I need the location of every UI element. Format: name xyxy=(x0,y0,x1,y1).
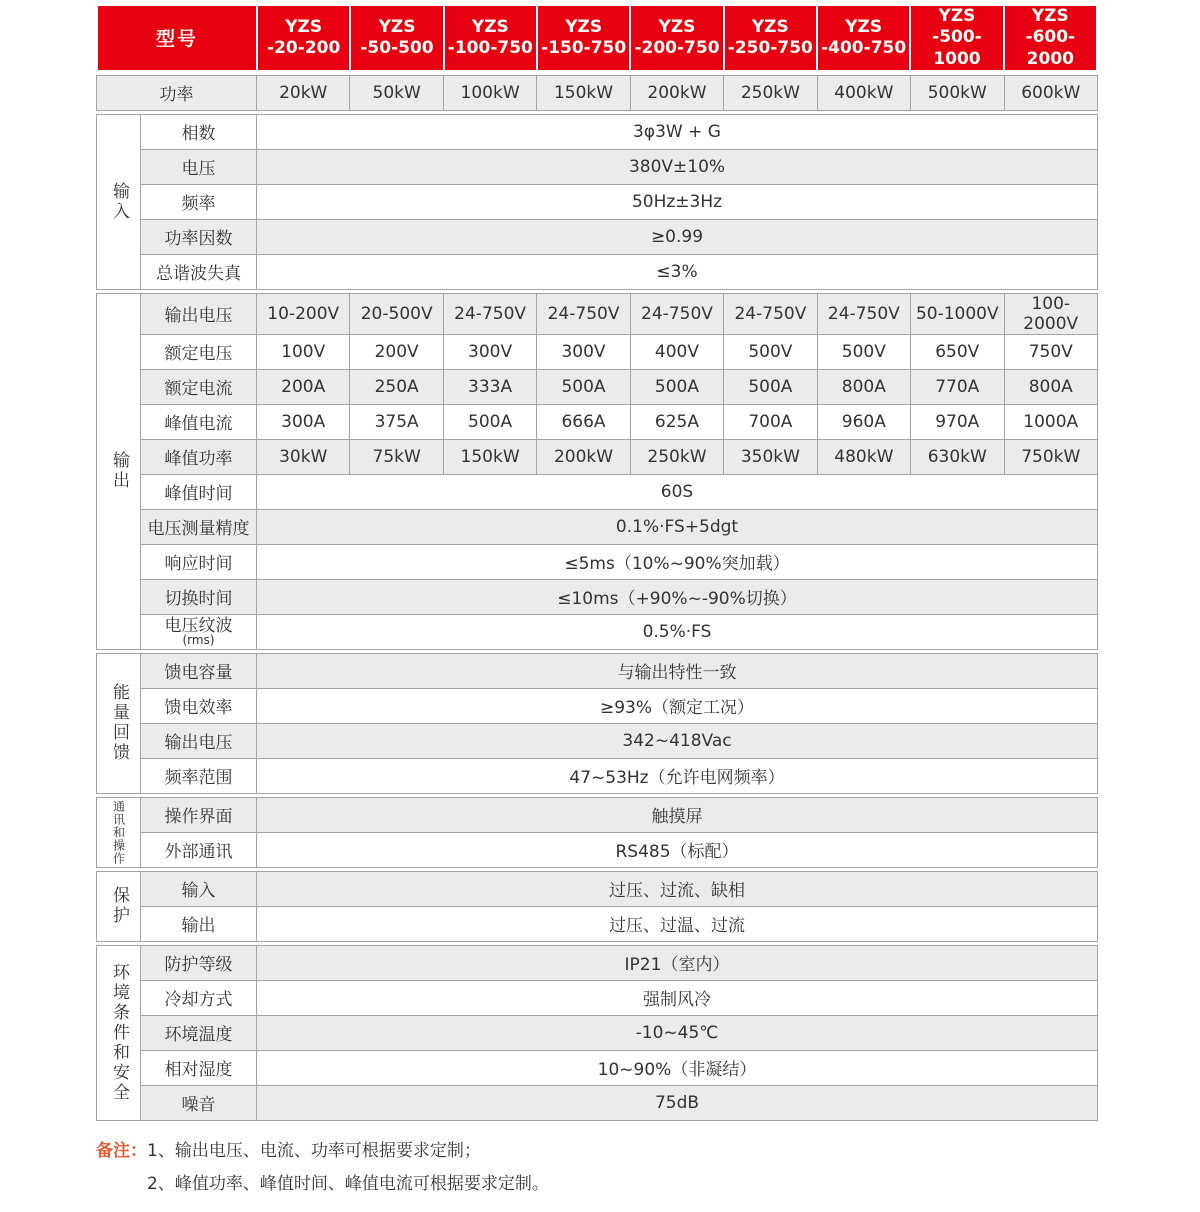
span-value-cell: 过压、过流、缺相 xyxy=(257,871,1098,906)
span-value-cell: 触摸屏 xyxy=(257,797,1098,832)
value-cell: 630kW xyxy=(911,439,1004,474)
row-label-cell: 相对湿度 xyxy=(141,1050,257,1085)
row-label-cell: 电压 xyxy=(141,149,257,184)
span-value-cell: 10~90%（非凝结） xyxy=(257,1050,1098,1085)
group-label: 输入 xyxy=(109,181,129,222)
value-cell: 100V xyxy=(257,334,350,369)
value-cell: 150kW xyxy=(537,75,630,110)
row-label-cell: 额定电流 xyxy=(141,369,257,404)
spec-row xyxy=(97,404,1098,439)
model-header-row xyxy=(97,5,1097,71)
span-value-cell: ≥0.99 xyxy=(257,219,1098,254)
row-label-cell: 外部通讯 xyxy=(141,832,257,867)
model-cell xyxy=(350,5,443,71)
value-cell: 300V xyxy=(443,334,536,369)
spec-row xyxy=(97,688,1098,723)
remarks-items xyxy=(147,1135,549,1201)
spec-row xyxy=(97,1015,1098,1050)
value-cell: 100kW xyxy=(443,75,536,110)
spec-row xyxy=(97,871,1098,906)
value-cell: 500kW xyxy=(911,75,1004,110)
span-value-cell: 75dB xyxy=(257,1085,1098,1120)
power-row xyxy=(97,75,1098,110)
row-label-cell: 噪音 xyxy=(141,1085,257,1120)
spec-row xyxy=(97,369,1098,404)
spec-row xyxy=(97,797,1098,832)
span-value-cell: 342~418Vac xyxy=(257,723,1098,758)
spec-row xyxy=(97,579,1098,614)
value-cell: 600kW xyxy=(1004,75,1098,110)
model-prefix: YZS xyxy=(1031,6,1069,26)
spec-row xyxy=(97,114,1098,149)
spec-row xyxy=(97,509,1098,544)
value-cell: 960A xyxy=(817,404,910,439)
model-cell xyxy=(630,5,723,71)
span-value-cell: 过压、过温、过流 xyxy=(257,906,1098,941)
spec-row xyxy=(97,149,1098,184)
value-cell: 24-750V xyxy=(443,293,536,334)
spec-row xyxy=(97,758,1098,793)
span-value-cell: ≤10ms（+90%~-90%切换） xyxy=(257,579,1098,614)
model-prefix: YZS xyxy=(938,6,976,26)
value-cell: 750kW xyxy=(1004,439,1098,474)
row-label-cell: 操作界面 xyxy=(141,797,257,832)
spec-row xyxy=(97,1050,1098,1085)
row-label-cell: 输出电压 xyxy=(141,293,257,334)
value-cell: 375A xyxy=(350,404,443,439)
power-table xyxy=(96,75,1098,111)
value-cell: 770A xyxy=(911,369,1004,404)
group-label: 保护 xyxy=(109,886,129,927)
row-label-cell: 切换时间 xyxy=(141,579,257,614)
value-cell: 500A xyxy=(537,369,630,404)
row-label-cell: 峰值时间 xyxy=(141,474,257,509)
model-code: -600-2000 xyxy=(1025,27,1076,69)
spec-row xyxy=(97,614,1098,649)
spec-row xyxy=(97,832,1098,867)
spec-row xyxy=(97,906,1098,941)
value-cell: 500V xyxy=(817,334,910,369)
value-cell: 480kW xyxy=(817,439,910,474)
section-protection xyxy=(96,871,1098,942)
model-cell xyxy=(1004,5,1097,71)
span-value-cell: 0.5%·FS xyxy=(257,614,1098,649)
value-cell: 800A xyxy=(817,369,910,404)
row-label-cell: 功率因数 xyxy=(141,219,257,254)
span-value-cell: 3φ3W + G xyxy=(257,114,1098,149)
model-code: -400-750 xyxy=(821,37,907,58)
section-communication-operation xyxy=(96,797,1098,868)
model-code: -20-200 xyxy=(267,37,341,58)
row-label-cell: 电压测量精度 xyxy=(141,509,257,544)
value-cell: 700A xyxy=(724,404,817,439)
span-value-cell: ≥93%（额定工况） xyxy=(257,688,1098,723)
row-label-cell: 频率范围 xyxy=(141,758,257,793)
row-label-cell: 防护等级 xyxy=(141,945,257,980)
model-code: -150-750 xyxy=(541,37,627,58)
model-cell xyxy=(910,5,1003,71)
value-cell: 800A xyxy=(1004,369,1098,404)
model-code: -100-750 xyxy=(447,37,533,58)
row-label-cell: 输出 xyxy=(141,906,257,941)
row-label-cell: 响应时间 xyxy=(141,544,257,579)
model-prefix: YZS xyxy=(658,16,696,37)
span-value-cell: 380V±10% xyxy=(257,149,1098,184)
value-cell: 50kW xyxy=(350,75,443,110)
value-cell: 970A xyxy=(911,404,1004,439)
span-value-cell: 47~53Hz（允许电网频率） xyxy=(257,758,1098,793)
value-cell: 625A xyxy=(630,404,723,439)
group-label: 通讯和操作 xyxy=(111,799,126,865)
model-prefix: YZS xyxy=(565,16,603,37)
spec-row xyxy=(97,980,1098,1015)
value-cell: 24-750V xyxy=(630,293,723,334)
row-label-cell: 相数 xyxy=(141,114,257,149)
spec-row xyxy=(97,945,1098,980)
model-code: -250-750 xyxy=(727,37,813,58)
span-value-cell: ≤3% xyxy=(257,254,1098,289)
span-value-cell: 0.1%·FS+5dgt xyxy=(257,509,1098,544)
model-prefix: YZS xyxy=(471,16,509,37)
group-protection-cell xyxy=(97,871,141,941)
value-cell: 350kW xyxy=(724,439,817,474)
value-cell: 30kW xyxy=(257,439,350,474)
group-label: 能量回馈 xyxy=(109,683,129,764)
spec-row xyxy=(97,723,1098,758)
model-cell xyxy=(537,5,630,71)
value-cell: 200A xyxy=(257,369,350,404)
value-cell: 500A xyxy=(630,369,723,404)
section-output xyxy=(96,293,1098,650)
value-cell: 24-750V xyxy=(724,293,817,334)
group-environment-safety-cell xyxy=(97,945,141,1120)
row-label-cell: 峰值电流 xyxy=(141,404,257,439)
span-value-cell: 60S xyxy=(257,474,1098,509)
spec-row xyxy=(97,653,1098,688)
row-label-sub: (rms) xyxy=(182,633,215,648)
row-label-cell: 额定电压 xyxy=(141,334,257,369)
value-cell: 20kW xyxy=(257,75,350,110)
spec-row xyxy=(97,184,1098,219)
spec-row xyxy=(97,293,1098,334)
value-cell: 200kW xyxy=(537,439,630,474)
value-cell: 400kW xyxy=(817,75,910,110)
span-value-cell: 强制风冷 xyxy=(257,980,1098,1015)
value-cell: 500A xyxy=(443,404,536,439)
row-label-cell: 馈电容量 xyxy=(141,653,257,688)
value-cell: 20-500V xyxy=(350,293,443,334)
row-label-cell: 环境温度 xyxy=(141,1015,257,1050)
model-code: -200-750 xyxy=(634,37,720,58)
value-cell: 666A xyxy=(537,404,630,439)
value-cell: 24-750V xyxy=(537,293,630,334)
value-cell: 75kW xyxy=(350,439,443,474)
model-cell xyxy=(444,5,537,71)
section-environment-safety xyxy=(96,945,1098,1121)
value-cell: 10-200V xyxy=(257,293,350,334)
model-label-cell: 型号 xyxy=(97,5,257,71)
group-label: 输出 xyxy=(109,451,129,492)
value-cell: 650V xyxy=(911,334,1004,369)
spec-row xyxy=(97,254,1098,289)
model-cell xyxy=(817,5,910,71)
row-label-cell: 输出电压 xyxy=(141,723,257,758)
remarks-label: 备注： xyxy=(96,1140,147,1161)
model-code: -500-1000 xyxy=(932,27,982,69)
group-communication-operation-cell xyxy=(97,797,141,867)
spec-row xyxy=(97,219,1098,254)
model-cell xyxy=(724,5,817,71)
row-label-cell: 总谐波失真 xyxy=(141,254,257,289)
row-label-cell: 峰值功率 xyxy=(141,439,257,474)
value-cell: 750V xyxy=(1004,334,1098,369)
spec-row xyxy=(97,474,1098,509)
remark-line: 1、输出电压、电流、功率可根据要求定制； xyxy=(147,1140,481,1161)
value-cell: 300A xyxy=(257,404,350,439)
value-cell: 250A xyxy=(350,369,443,404)
value-cell: 250kW xyxy=(724,75,817,110)
section-energy-feedback xyxy=(96,653,1098,794)
model-prefix: YZS xyxy=(285,16,323,37)
group-label: 环境条件和安全 xyxy=(109,962,129,1103)
model-prefix: YZS xyxy=(751,16,789,37)
row-label-cell: 馈电效率 xyxy=(141,688,257,723)
value-cell: 200kW xyxy=(630,75,723,110)
value-cell: 300V xyxy=(537,334,630,369)
group-output-cell xyxy=(97,293,141,649)
value-cell: 24-750V xyxy=(817,293,910,334)
spec-row xyxy=(97,439,1098,474)
spec-row xyxy=(97,1085,1098,1120)
span-value-cell: 与输出特性一致 xyxy=(257,653,1098,688)
model-prefix: YZS xyxy=(845,16,883,37)
model-cell xyxy=(257,5,350,71)
span-value-cell: RS485（标配） xyxy=(257,832,1098,867)
value-cell: 400V xyxy=(630,334,723,369)
row-label-cell: 功率 xyxy=(97,75,257,110)
value-cell: 1000A xyxy=(1004,404,1098,439)
span-value-cell: 50Hz±3Hz xyxy=(257,184,1098,219)
remarks xyxy=(96,1135,1200,1201)
value-cell: 500V xyxy=(724,334,817,369)
model-header-table xyxy=(96,4,1098,72)
model-code: -50-500 xyxy=(360,37,434,58)
value-cell: 250kW xyxy=(630,439,723,474)
span-value-cell: -10~45℃ xyxy=(257,1015,1098,1050)
section-input xyxy=(96,114,1098,290)
span-value-cell: IP21（室内） xyxy=(257,945,1098,980)
value-cell: 50-1000V xyxy=(911,293,1004,334)
spec-row xyxy=(97,334,1098,369)
value-cell: 100-2000V xyxy=(1004,293,1098,334)
row-label-cell: 频率 xyxy=(141,184,257,219)
row-label-cell xyxy=(141,614,257,649)
group-energy-feedback-cell xyxy=(97,653,141,793)
row-label-cell: 输入 xyxy=(141,871,257,906)
group-input-cell xyxy=(97,114,141,289)
value-cell: 150kW xyxy=(443,439,536,474)
model-prefix: YZS xyxy=(378,16,416,37)
remark-line: 2、峰值功率、峰值时间、峰值电流可根据要求定制。 xyxy=(147,1173,549,1194)
spec-row xyxy=(97,544,1098,579)
row-label: 电压纹波 xyxy=(164,616,233,637)
value-cell: 333A xyxy=(443,369,536,404)
span-value-cell: ≤5ms（10%~90%突加载） xyxy=(257,544,1098,579)
value-cell: 500A xyxy=(724,369,817,404)
value-cell: 200V xyxy=(350,334,443,369)
row-label-cell: 冷却方式 xyxy=(141,980,257,1015)
